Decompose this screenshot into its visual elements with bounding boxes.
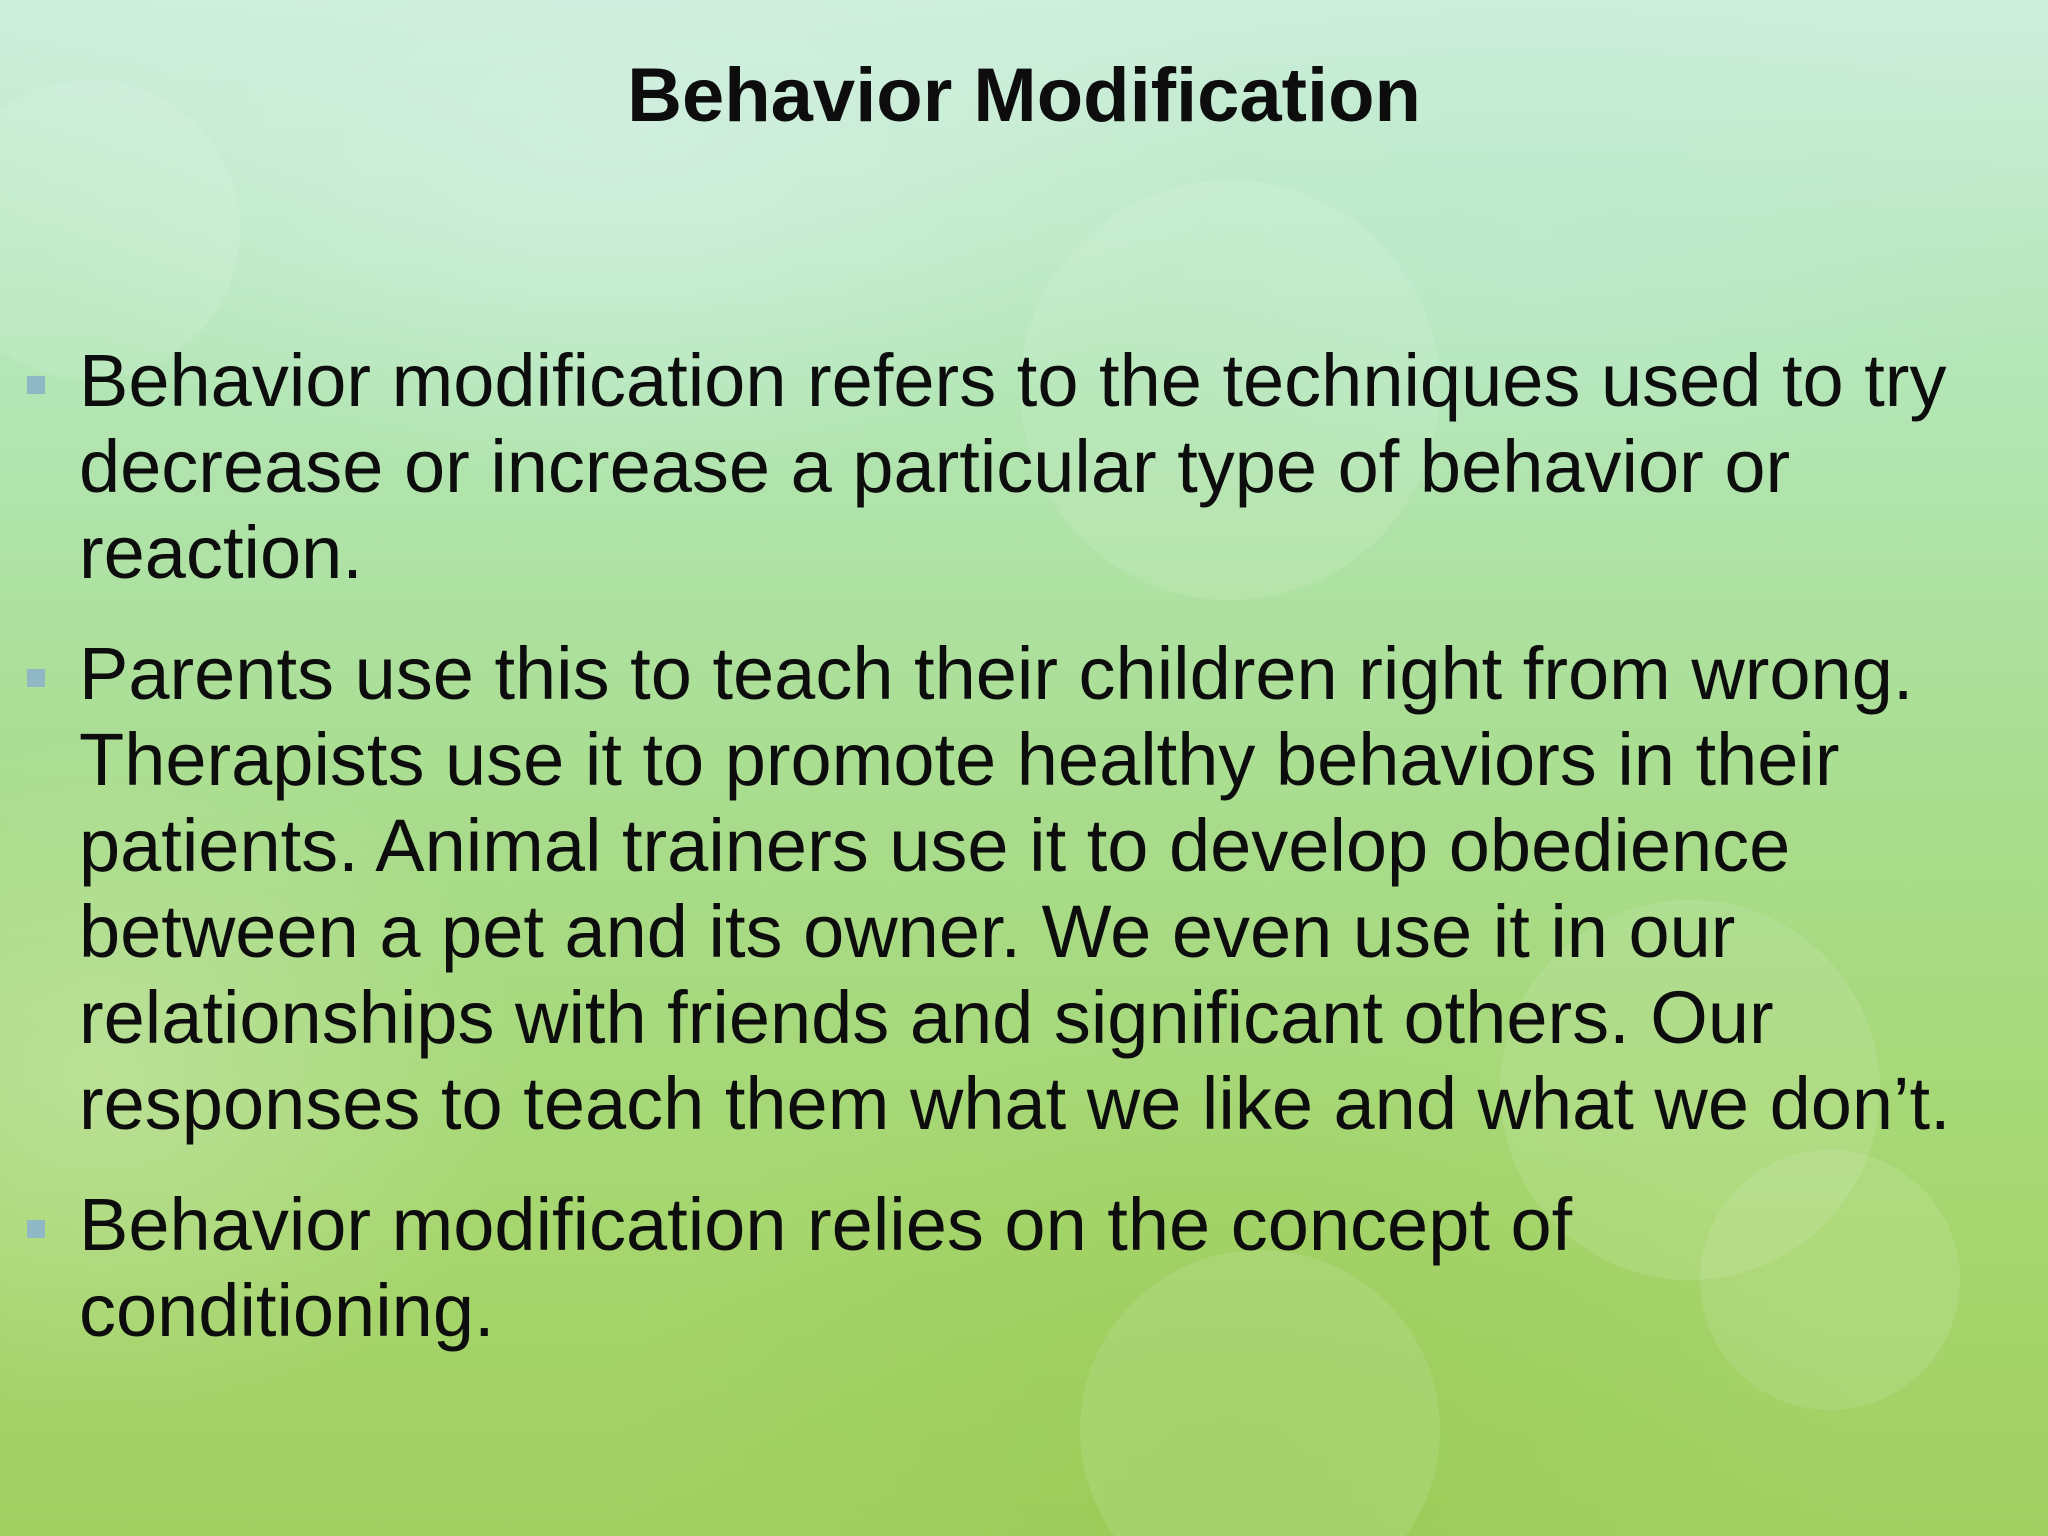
slide-title: Behavior Modification — [627, 53, 1421, 138]
bullet-text: Parents use this to teach their children right from wrong. Therapists use it to promote healthy behaviors in their patients. Animal trainers use it to develop obedience between a pet and its owner. We even use it in our relationships with friends and significant others. Our responses to teach them what we like and what we don’t. — [79, 632, 1951, 1145]
square-bullet-icon — [27, 1220, 45, 1238]
bullet-item — [0, 338, 2048, 596]
square-bullet-icon — [27, 376, 45, 394]
bullet-item — [0, 1182, 2048, 1354]
bullet-item — [0, 631, 2048, 1147]
bullet-list — [0, 338, 2048, 1389]
square-bullet-icon — [27, 669, 45, 687]
bullet-text: Behavior modification refers to the techniques used to try decrease or increase a particular type of behavior or reaction. — [79, 339, 1947, 594]
bullet-text: Behavior modification relies on the concept of conditioning. — [79, 1183, 1573, 1352]
